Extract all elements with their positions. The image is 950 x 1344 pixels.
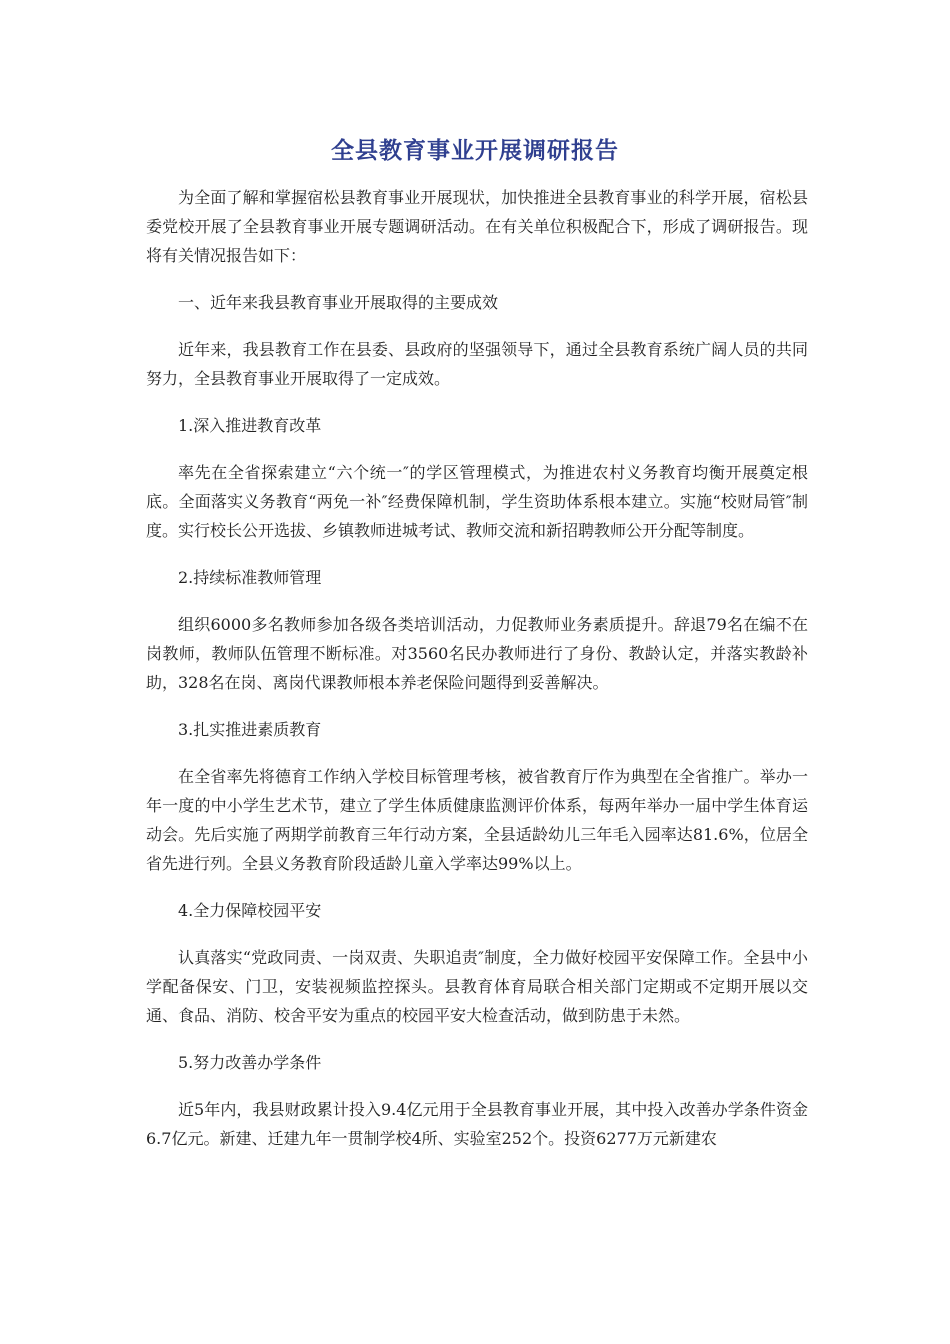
campus-safety-paragraph: 认真落实“党政同责、一岗双责、失职追责″制度，全力做好校园平安保障工作。全县中小学配备保安、门卫，安装视频监控探头。县教育体育局联合相关部门定期或不定期开展以交通、食品、消防、校舍平安为重点的校园平安大检查活动，做到防患于未然。 [146, 948, 808, 1025]
document-body [146, 183, 808, 1171]
subheading-quality-education: 3.扎实推进素质教育 [178, 720, 322, 739]
intro-paragraph: 为全面了解和掌握宿松县教育事业开展现状，加快推进全县教育事业的科学开展，宿松县委党校开展了全县教育事业开展专题调研活动。在有关单位积极配合下，形成了调研报告。现将有关情况报告如下： [146, 188, 808, 265]
subheading-campus-safety: 4.全力保障校园平安 [178, 901, 322, 920]
subheading-school-conditions: 5.努力改善办学条件 [178, 1053, 322, 1072]
school-conditions-paragraph: 近5年内，我县财政累计投入9.4亿元用于全县教育事业开展，其中投入改善办学条件资金6.7亿元。新建、迁建九年一贯制学校4所、实验室252个。投资6277万元新建农 [146, 1100, 808, 1148]
subheading-teacher-management: 2.持续标准教师管理 [178, 568, 322, 587]
document-title: 全县教育事业开展调研报告 [331, 138, 619, 164]
section-heading-achievements: 一、近年来我县教育事业开展取得的主要成效 [178, 293, 499, 312]
teacher-management-paragraph: 组织6000多名教师参加各级各类培训活动，力促教师业务素质提升。辞退79名在编不在岗教师，教师队伍管理不断标准。对3560名民办教师进行了身份、教龄认定，并落实教龄补助，328名在岗、离岗代课教师根本养老保险问题得到妥善解决。 [146, 615, 808, 692]
quality-education-paragraph: 在全省率先将德育工作纳入学校目标管理考核，被省教育厅作为典型在全省推广。举办一年一度的中小学生艺术节，建立了学生体质健康监测评价体系，每两年举办一届中学生体育运动会。先后实施了两期学前教育三年行动方案，全县适龄幼儿三年毛入园率达81.6%，位居全省先进行列。全县义务教育阶段适龄儿童入学率达99%以上。 [146, 767, 808, 873]
subheading-education-reform: 1.深入推进教育改革 [178, 416, 322, 435]
achievements-summary-paragraph: 近年来，我县教育工作在县委、县政府的坚强领导下，通过全县教育系统广阔人员的共同努力，全县教育事业开展取得了一定成效。 [146, 340, 808, 388]
education-reform-paragraph: 率先在全省探索建立“六个统一″的学区管理模式，为推进农村义务教育均衡开展奠定根底。全面落实义务教育“两免一补″经费保障机制，学生资助体系根本建立。实施“校财局管″制度。实行校长公开选拔、乡镇教师进城考试、教师交流和新招聘教师公开分配等制度。 [146, 463, 808, 540]
